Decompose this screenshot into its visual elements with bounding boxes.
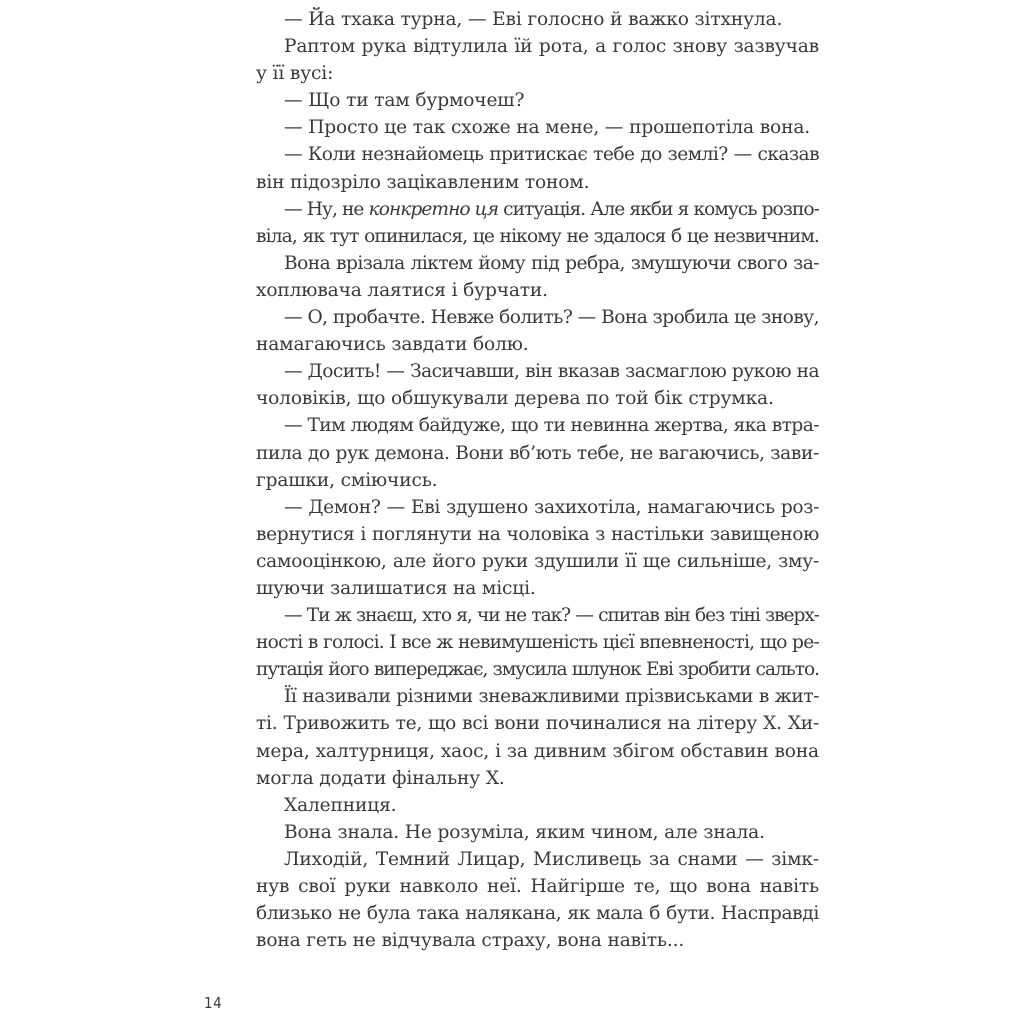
text-line <box>256 196 819 223</box>
text-line: — О, пробачте. Невже болить? — Вона зробила це знову, <box>284 307 819 329</box>
text-line: чоловіків, що обшукували дерева по той бік струмка. <box>256 388 774 410</box>
text-line: ності в голосі. І все ж невимушеність цієї впевненості, що ре- <box>256 632 819 654</box>
text-line: — Просто це так схоже на мене, — прошепотіла вона. <box>284 117 811 139</box>
text-line: Лиходій, Темний Лицар, Мисливець за снами — зімк- <box>284 848 819 870</box>
text-line: хоплювача лаятися і бурчати. <box>256 279 548 301</box>
text-line: — Ти ж знаєш, хто я, чи не так? — спитав він без тіні зверх- <box>284 605 819 627</box>
text-line: пила до рук демона. Вони вб’ють тебе, не вагаючись, зави- <box>256 442 819 464</box>
text-line: мера, халтурниця, хаос, і за дивним збігом обставин вона <box>256 740 819 762</box>
text-line: ті. Тривожить те, що всі вони починалися на літеру Х. Хи- <box>256 713 819 735</box>
text-line: могла додати фінальну Х. <box>256 767 505 789</box>
text-line: вернутися і поглянути на чоловіка з настільки завищеною <box>256 523 819 545</box>
text-line: путація його випереджає, змусила шлунок Еві зробити сальто. <box>256 659 819 681</box>
text-line: Її називали різними зневажливими прізвиськами в жит- <box>284 686 819 708</box>
text-line: — Що ти там бурмочеш? <box>284 90 525 112</box>
text-line: Вона врізала ліктем йому під ребра, змушуючи свого за- <box>284 252 819 274</box>
page-number: 14 <box>204 994 223 1012</box>
text-line: — Досить! — Засичавши, він вказав засмаглою рукою на <box>284 361 819 383</box>
text-line: грашки, сміючись. <box>256 469 438 491</box>
text-line: нув свої руки навколо неї. Найгірше те, що вона навіть <box>256 876 819 897</box>
text-line: він підозріло зацікавленим тоном. <box>256 171 590 193</box>
text-line: у її вусі: <box>256 63 334 85</box>
text-line: Вона знала. Не розуміла, яким чином, але знала. <box>284 821 765 843</box>
text-line: самооцінкою, але його руки здушили її ще сильніше, зму- <box>256 550 819 572</box>
text-line: Раптом рука відтулила їй рота, а голос знову зазвучав <box>284 36 819 58</box>
text-line: — Коли незнайомець притискає тебе до землі? — сказав <box>284 144 819 166</box>
text-line: намагаючись завдати болю. <box>256 334 529 356</box>
text-line: вона геть не відчувала страху, вона навіть... <box>256 930 685 952</box>
body-text <box>256 6 819 954</box>
text-line: — Тим людям байдуже, що ти невинна жертва, яка втра- <box>284 415 819 437</box>
italic-emphasis: конкретно ця <box>368 198 499 220</box>
text-line: віла, як тут опинилася, це нікому не здалося б це незвичним. <box>256 225 819 247</box>
text-line: — Демон? — Еві здушено захихотіла, намагаючись роз- <box>284 496 819 518</box>
text-segment: — Ну, не <box>284 198 369 220</box>
text-line: — Йа тхака турна, — Еві голосно й важко зітхнула. <box>284 9 783 30</box>
text-segment: ситуація. Але якби я комусь розпо- <box>498 198 819 220</box>
text-line: Халепниця. <box>284 794 397 816</box>
text-line: шуючи залишатися на місці. <box>256 577 536 599</box>
text-line: близько не була така налякана, як мала б бути. Насправді <box>256 903 819 925</box>
